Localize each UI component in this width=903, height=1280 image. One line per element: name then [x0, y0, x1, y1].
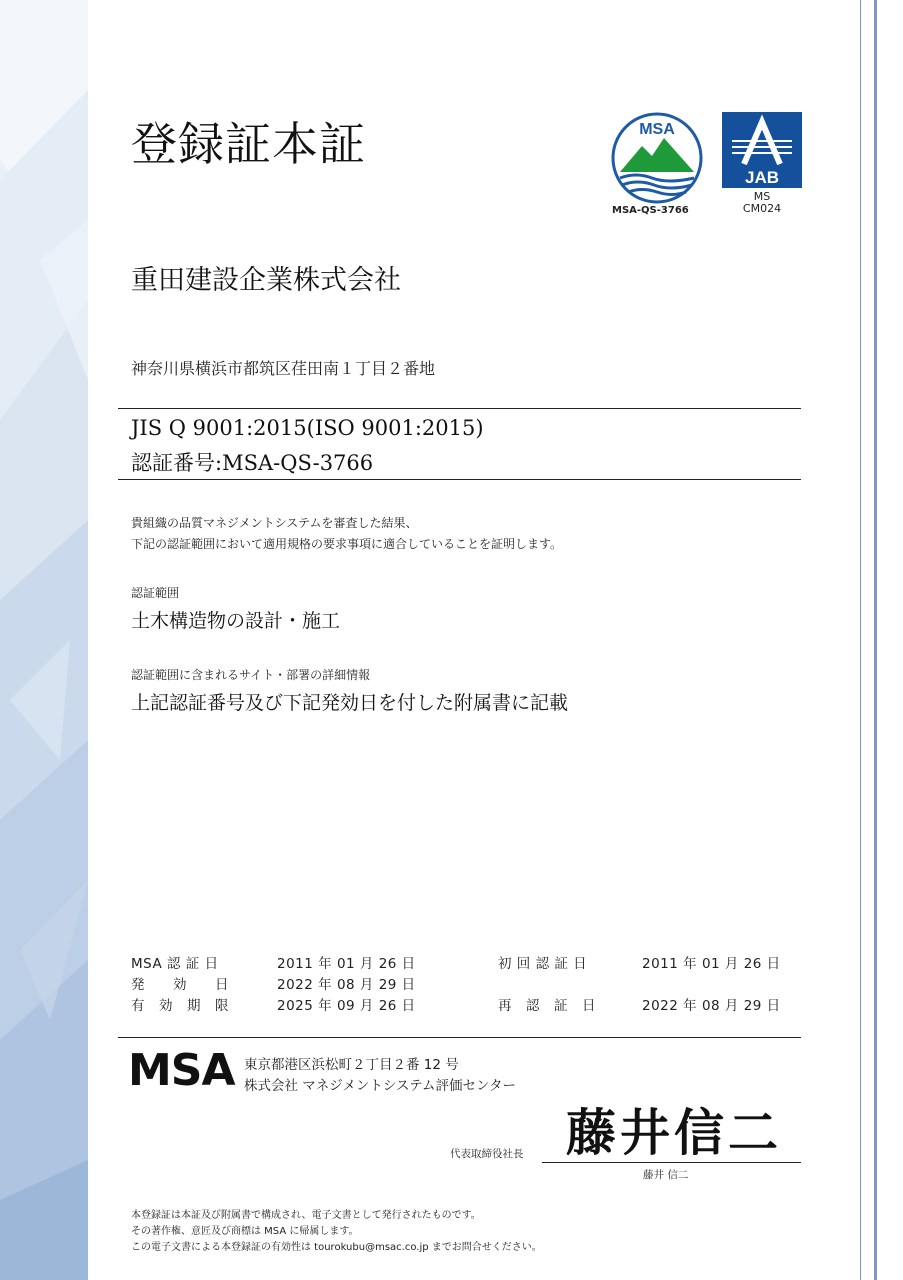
jab-emblem-icon [722, 112, 802, 188]
date-label-effective: 発 効 日 [131, 977, 229, 993]
statement-line-2: 下記の認証範囲において適用規格の要求事項に適合していることを証明します。 [131, 537, 563, 551]
jab-mark-caption [722, 191, 802, 215]
company-address: 神奈川県横浜市都筑区荏田南１丁目２番地 [131, 359, 436, 378]
date-label-recert: 再 認 証 日 [498, 998, 596, 1014]
svg-text:JAB: JAB [744, 168, 780, 187]
footer-note-2: その著作権、意匠及び商標は MSA に帰属します。 [131, 1226, 359, 1237]
issuer-address: 東京都港区浜松町２丁目２番 12 号 [244, 1057, 459, 1073]
signature-line [542, 1162, 801, 1163]
msa-mark-code: MSA-QS-3766 [612, 205, 689, 216]
document-title: 登録証本証 [131, 117, 366, 171]
border-line-inner [860, 0, 861, 1280]
date-label-msa-cert: MSA 認 証 日 [131, 956, 219, 972]
scope-label: 認証範囲 [131, 586, 180, 600]
jab-code: CM024 [742, 202, 782, 215]
sites-label: 認証範囲に含まれるサイト・部署の詳細情報 [131, 668, 371, 682]
date-value-recert: 2022 年 08 月 29 日 [642, 998, 781, 1014]
standard-name: JIS Q 9001:2015(ISO 9001:2015) [131, 416, 484, 440]
date-value-expiry: 2025 年 09 月 26 日 [277, 998, 416, 1014]
scope-value: 土木構造物の設計・施工 [131, 610, 341, 632]
signatory-role: 代表取締役社長 [450, 1148, 524, 1160]
footer-note-1: 本登録証は本証及び附属書で構成され、電子文書として発行されたものです。 [131, 1210, 481, 1221]
msa-mountain-icon [606, 112, 708, 204]
msa-certification-mark [606, 112, 708, 220]
divider-top [118, 408, 801, 409]
certification-number: 認証番号:MSA-QS-3766 [131, 451, 374, 475]
sites-value: 上記認証番号及び下記発効日を付した附属書に記載 [131, 692, 569, 714]
decorative-side-band [0, 0, 88, 1280]
divider-issuer [118, 1037, 801, 1038]
company-name: 重田建設企業株式会社 [131, 265, 401, 296]
handwritten-signature: 藤井信二 [566, 1103, 782, 1162]
date-label-initial-cert: 初 回 認 証 日 [498, 956, 588, 972]
date-value-effective: 2022 年 08 月 29 日 [277, 977, 416, 993]
date-value-initial-cert: 2011 年 01 月 26 日 [642, 956, 781, 972]
jab-accreditation-mark [722, 112, 802, 222]
jab-ms-label: MS [753, 190, 771, 203]
issuer-logo: MSA [128, 1045, 235, 1096]
date-value-msa-cert: 2011 年 01 月 26 日 [277, 956, 416, 972]
divider-bottom [118, 479, 801, 480]
geometric-pattern [0, 0, 88, 1280]
svg-text:MSA: MSA [639, 121, 675, 138]
date-label-expiry: 有 効 期 限 [131, 998, 229, 1014]
issuer-name: 株式会社 マネジメントシステム評価センター [244, 1078, 516, 1094]
statement-line-1: 貴組織の品質マネジメントシステムを審査した結果、 [131, 516, 418, 530]
border-line-outer [874, 0, 877, 1280]
signatory-name: 藤井 信二 [643, 1169, 689, 1181]
footer-note-3: この電子文書による本登録証の有効性は tourokubu@msac.co.jp までお問合せください。 [131, 1242, 542, 1253]
